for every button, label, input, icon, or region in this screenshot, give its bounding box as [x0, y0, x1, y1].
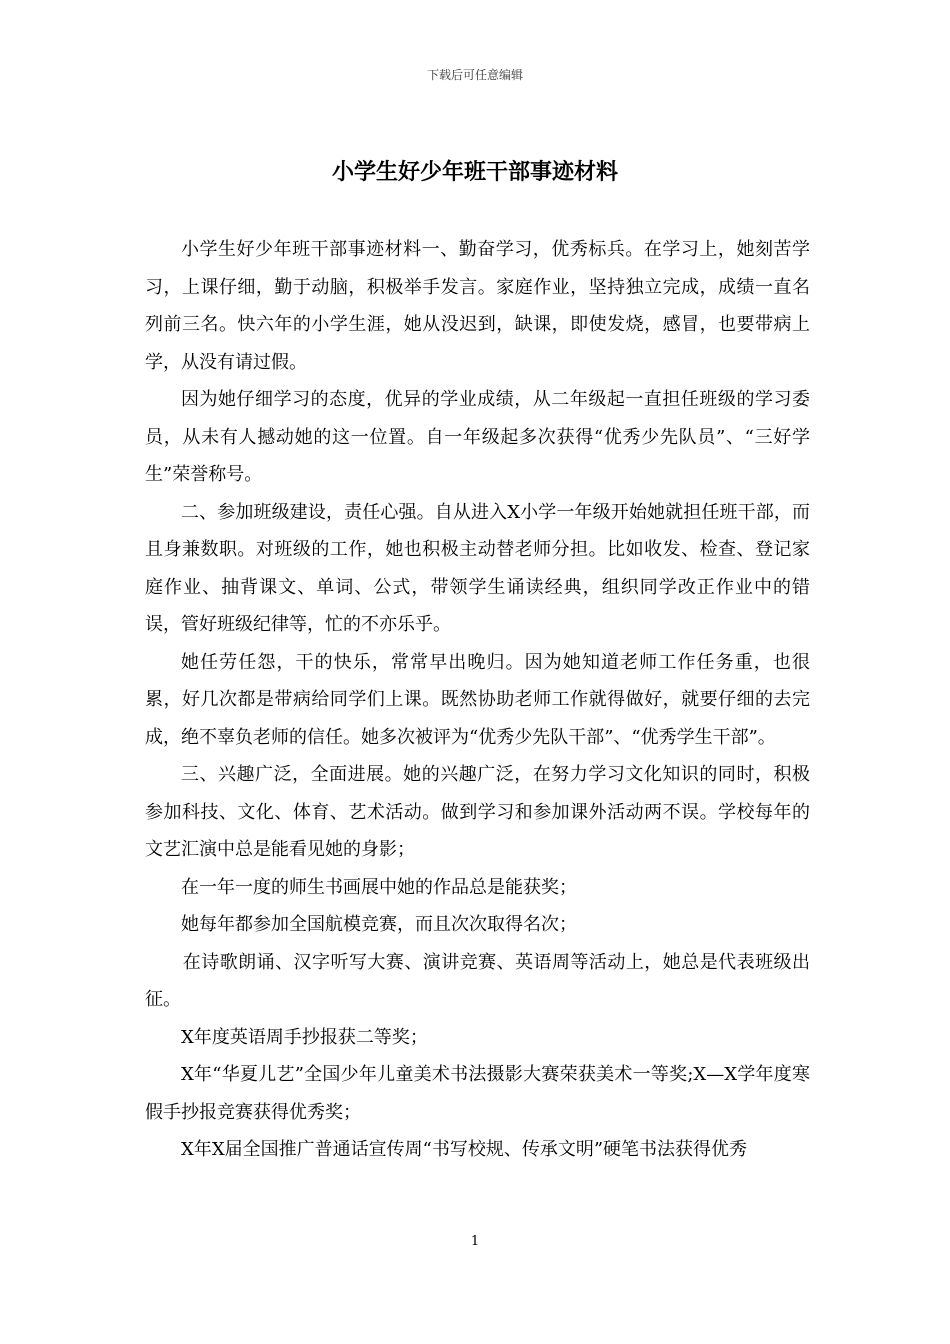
document-body [145, 231, 810, 1169]
paragraph: 她每年都参加全国航模竞赛，而且次次取得名次； [181, 914, 577, 935]
document-title: 小学生好少年班干部事迹材料 [331, 159, 618, 185]
paragraph: 小学生好少年班干部事迹材料一、勤奋学习，优秀标兵。在学习上，她刻苦学习，上课仔细，勤于动脑，积极举手发言。家庭作业，坚持独立完成，成绩一直名列前三名。快六年的小学生涯，她从没迟到，缺课，即使发烧，感冒，也要带病上学，从没有请过假。 [145, 239, 810, 373]
paragraph: X年“华夏儿艺”全国少年儿童美术书法摄影大赛荣获美术一等奖;X—X学年度寒假手抄报竞赛获得优秀奖； [145, 1064, 810, 1123]
paragraph: 在诗歌朗诵、汉字听写大赛、演讲竞赛、英语周等活动上，她总是代表班级出征。 [145, 951, 810, 1010]
paragraph: 她任劳任怨，干的快乐，常常早出晚归。因为她知道老师工作任务重，也很累，好几次都是带病给同学们上课。既然协助老师工作就得做好，就要仔细的去完成，绝不辜负老师的信任。她多次被评为“优秀少先队干部”、“优秀学生干部”。 [145, 651, 810, 748]
paragraph: 三、兴趣广泛，全面进展。她的兴趣广泛，在努力学习文化知识的同时，积极参加科技、文化、体育、艺术活动。做到学习和参加课外活动两不误。学校每年的文艺汇演中总是能看见她的身影； [145, 764, 810, 860]
paragraph: 因为她仔细学习的态度，优异的学业成绩，从二年级起一直担任班级的学习委员，从未有人撼动她的这一位置。自一年级起多次获得“优秀少先队员”、“三好学生”荣誉称号。 [145, 389, 810, 485]
download-note: 下载后可任意编辑 [426, 68, 523, 82]
page-number: 1 [470, 1234, 480, 1249]
paragraph: 二、参加班级建设，责任心强。自从进入X小学一年级开始她就担任班干部，而且身兼数职。对班级的工作，她也积极主动替老师分担。比如收发、检查、登记家庭作业、抽背课文、单词、公式，带领学生诵读经典，组织同学改正作业中的错误，管好班级纪律等，忙的不亦乐乎。 [145, 501, 810, 635]
paragraph: X年X届全国推广普通话宣传周“书写校规、传承文明”硬笔书法获得优秀 [181, 1139, 748, 1160]
paragraph: X年度英语周手抄报获二等奖； [181, 1026, 428, 1048]
paragraph: 在一年一度的师生书画展中她的作品总是能获奖； [181, 876, 577, 898]
